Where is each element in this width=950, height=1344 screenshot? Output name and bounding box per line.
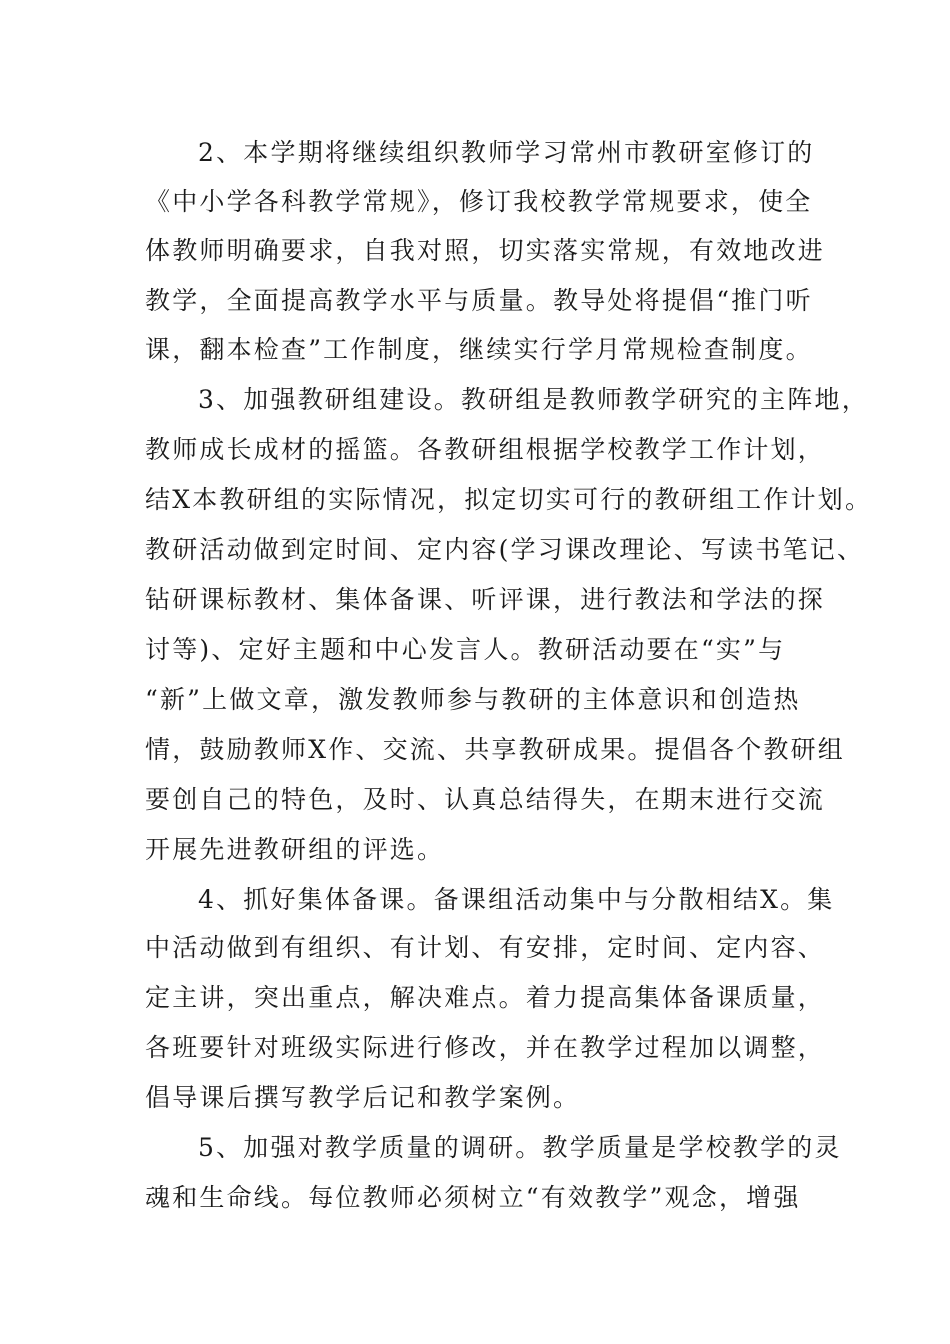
text-line: 讨等)、定好主题和中心发言人。教研活动要在“实”与 [145,635,786,664]
text-line: 《中小学各科教学常规》，修订我校教学常规要求，使全 [145,187,813,216]
text-line: 教学，全面提高教学水平与质量。教导处将提倡“推门听 [145,286,813,315]
text-line: 情，鼓励教师X作、交流、共享教研成果。提倡各个教研组 [145,735,846,764]
text-line: 5、加强对教学质量的调研。教学质量是学校教学的灵 [198,1133,842,1162]
text-line: 中活动做到有组织、有计划、有安排，定时间、定内容、 [145,933,826,962]
text-line: “新”上做文章，激发教师参与教研的主体意识和创造热 [145,685,801,714]
text-line: 教师成长成材的摇篮。各教研组根据学校教学工作计划， [145,435,826,464]
text-line: 4、抓好集体备课。备课组活动集中与分散相结X。集 [198,885,835,914]
text-line: 开展先进教研组的评选。 [145,835,445,864]
text-line: 体教师明确要求，自我对照，切实落实常规，有效地改进 [145,236,826,265]
text-line: 教研活动做到定时间、定内容(学习课改理论、写读书笔记、 [145,535,865,564]
text-line: 课，翻本检查”工作制度，继续实行学月常规检查制度。 [145,335,813,364]
text-line: 定主讲，突出重点，解决难点。着力提高集体备课质量， [145,983,826,1012]
text-line: 3、加强教研组建设。教研组是教师教学研究的主阵地， [198,385,869,414]
text-line: 结X本教研组的实际情况，拟定切实可行的教研组工作计划。 [145,485,873,514]
text-line: 各班要针对班级实际进行修改，并在教学过程加以调整， [145,1033,826,1062]
text-line: 2、本学期将继续组织教师学习常州市教研室修订的 [198,138,815,167]
text-line: 魂和生命线。每位教师必须树立“有效教学”观念，增强 [145,1183,801,1212]
text-line: 钻研课标教材、集体备课、听评课，进行教法和学法的探 [145,585,826,614]
text-line: 倡导课后撰写教学后记和教学案例。 [145,1083,581,1112]
text-line: 要创自己的特色，及时、认真总结得失，在期末进行交流 [145,785,826,814]
